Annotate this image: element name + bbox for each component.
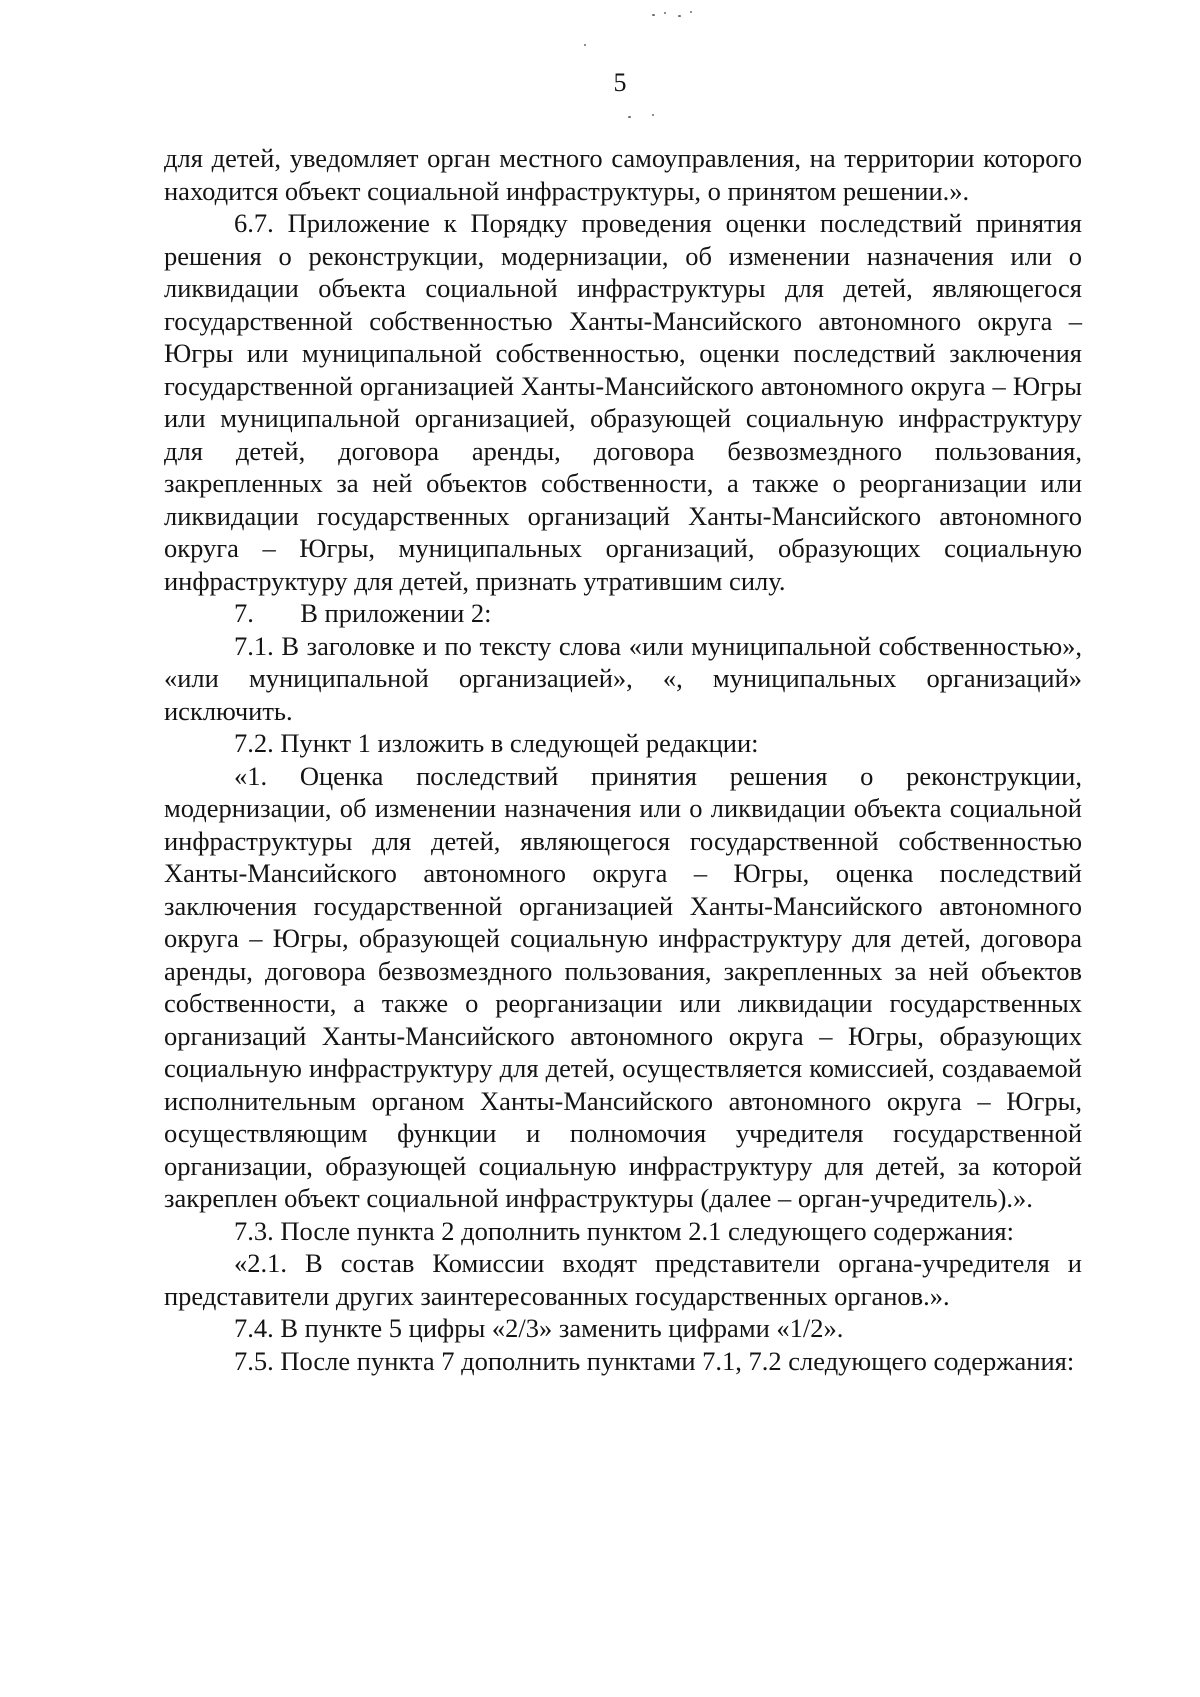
paragraph-quoted-1: «1. Оценка последствий принятия решения о реконструкции, модернизации, об изменении назначения или о ликвидации объекта социальной инфраструктуры для детей, являющегося государственной собственностью Ханты-Мансийского автономного округа – Югры, оценка последствий заключения государственной организацией Ханты-Мансийского автономного округа – Югры, образующей социальную инфраструктуру для детей, договора аренды, договора безвозмездного пользования, закрепленных за ней объектов собственности, а также о реорганизации или ликвидации государственных организаций Ханты-Мансийского автономного округа – Югры, образующих социальную инфраструктуру для детей, осуществляется комиссией, создаваемой исполнительным органом Ханты-Мансийского автономного округа – Югры, осуществляющим функции и полномочия учредителя государственной организации, образующей социальную инфраструктуру для детей, за которой закреплен объект социальной инфраструктуры (далее – орган-учредитель).».: [164, 760, 1082, 1213]
paragraph-7-5: 7.5. После пункта 7 дополнить пунктами 7.1, 7.2 следующего содержания:: [234, 1345, 1075, 1376]
paragraph-continuation: для детей, уведомляет орган местного самоуправления, на территории которого находится объект социальной инфраструктуры, о принятом решении.».: [164, 143, 1082, 206]
scan-speck: [690, 11, 692, 13]
paragraph-7-3: 7.3. После пункта 2 дополнить пунктом 2.1 следующего содержания:: [234, 1215, 1014, 1246]
paragraph-quoted-2-1: «2.1. В состав Комиссии входят представители органа-учредителя и представители других заинтересованных государственных органов.».: [164, 1248, 1082, 1311]
scan-speck: [584, 44, 586, 46]
paragraph-7-2: 7.2. Пункт 1 изложить в следующей редакции:: [234, 728, 759, 758]
document-body: [164, 142, 1082, 1377]
scan-speck: [628, 116, 631, 118]
scan-speck: [652, 114, 654, 116]
scan-speck: [652, 14, 655, 16]
paragraph-6-7: 6.7. Приложение к Порядку проведения оценки последствий принятия решения о реконструкции, модернизации, об изменении назначения или о ликвидации объекта социальной инфраструктуры для детей, являющегося государственной собственностью Ханты-Мансийского автономного округа – Югры или муниципальной собственностью, оценки последствий заключения государственной организацией Ханты-Мансийского автономного округа – Югры или муниципальной организацией, образующей социальную инфраструктуру для детей, договора аренды, договора безвозмездного пользования, закрепленных за ней объектов собственности, а также о реорганизации или ликвидации государственных организаций Ханты-Мансийского автономного округа – Югры, муниципальных организаций, образующих социальную инфраструктуру для детей, признать утратившим силу.: [164, 208, 1082, 596]
paragraph-7-4: 7.4. В пункте 5 цифры «2/3» заменить цифрами «1/2».: [234, 1313, 844, 1343]
page-number: 5: [613, 68, 627, 97]
scan-speck: [678, 15, 681, 17]
scan-speck: [664, 12, 666, 14]
paragraph-7-1: 7.1. В заголовке и по тексту слова «или муниципальной собственностью», «или муниципальной организацией», «, муниципальных организаций» исключить.: [164, 630, 1082, 726]
paragraph-7: 7. В приложении 2:: [234, 598, 492, 628]
